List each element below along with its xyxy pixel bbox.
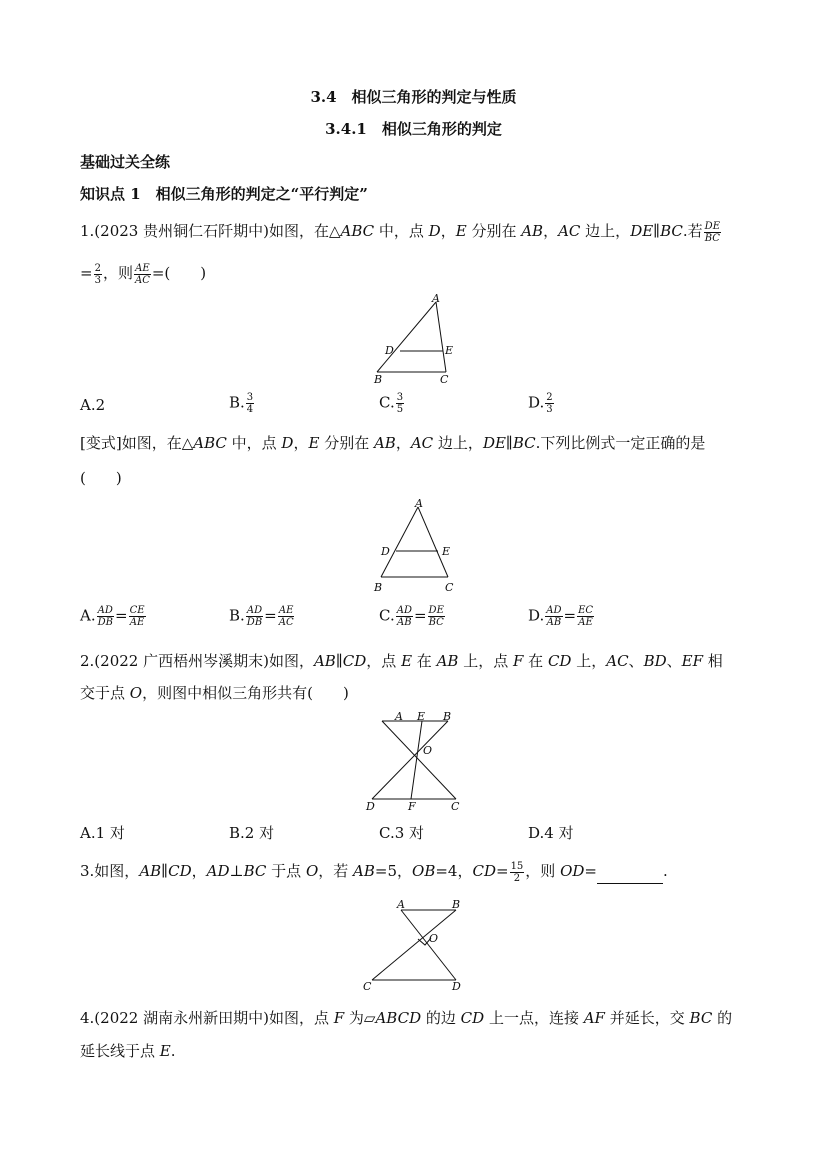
q3-var: AB [139,862,162,880]
q2-var: AC [606,652,629,670]
q3-text: 3.如图， [80,862,140,880]
q2-option-d[interactable]: D.4 对 [528,824,574,842]
q3-text: = [584,862,597,880]
segment-ab [377,302,436,372]
question-1-line-2 [80,262,206,286]
variant-text: 边上， [433,434,483,452]
variant-var: BC [512,434,536,452]
option-fraction [545,392,553,415]
q2-var: O [129,684,143,702]
q3-var: O [305,862,319,880]
q2-text: 上， [571,652,607,670]
q2-text: 上，点 [458,652,513,670]
option-fraction-left [97,605,114,628]
fraction-numerator: DE [428,605,444,616]
q2-var: BD [643,652,667,670]
fraction-denominator: AE [129,617,145,628]
segment-ac [418,507,451,577]
q2-var: AB [436,652,459,670]
fraction-denominator: 5 [396,404,404,415]
option-fraction-left [246,605,263,628]
variant-text: ∥ [505,434,513,452]
variant-line-1 [80,432,705,453]
label-e: E [442,545,451,558]
q2-text: 、 [628,652,644,670]
label-c: C [440,373,449,386]
variant-text: ， [395,434,411,452]
label-a: A [432,292,440,305]
label-c: C [445,581,454,594]
figure-hourglass [360,706,470,816]
q4-text: 4.(2022 湖南永州新田期中)如图，点 [80,1009,334,1027]
q1-var: AC [558,222,581,240]
q3-text: . [662,862,668,880]
q2-text: ∥ [335,652,343,670]
variant-option-a[interactable] [80,605,147,628]
page-subtitle: 3.4.1 相似三角形的判定 [325,120,502,138]
variant-text: ， [293,434,309,452]
q1-text: = [80,264,93,282]
fraction-numerator: 15 [510,860,524,872]
label-e: E [445,344,454,357]
q4-text: 上一点，连接 [484,1009,584,1027]
fraction-numerator: EC [578,605,594,616]
fraction-denominator: AB [397,617,412,628]
q1-var: BC [660,222,683,240]
fraction-numerator: AE [278,605,294,616]
fraction-denominator: 4 [246,404,254,415]
option-fraction-left [545,605,562,628]
q3-text: ，则 [525,862,561,880]
fraction-fifteen-halves [510,861,525,884]
q4-var: AF [583,1009,605,1027]
variant-var: AB [373,434,396,452]
q2-var: AB [313,652,336,670]
q1-option-d[interactable] [528,392,555,415]
label-d: D [366,800,375,813]
q1-var: AB [521,222,544,240]
fraction-denominator: AC [278,617,294,628]
question-4-line-2 [80,1040,176,1061]
q4-var: BC [689,1009,713,1027]
q1-text: 中，点 [374,222,429,240]
variant-text: 分别在 [319,434,374,452]
q1-var: ABC [340,222,375,240]
q1-var: DE [630,222,654,240]
q4-text: 延长线于点 [80,1042,160,1060]
variant-var: D [281,434,294,452]
q3-text: ，若 [318,862,354,880]
fraction-denominator: BC [704,232,720,244]
option-fraction-right [278,605,295,628]
q3-text: = [495,862,509,880]
q3-text: =4， [435,862,473,880]
option-label: C. [379,606,395,625]
q2-text: 在 [412,652,437,670]
variant-option-b[interactable] [229,605,296,628]
option-fraction [246,392,254,415]
q2-var: F [512,652,524,670]
variant-var: ABC [193,434,227,452]
label-e: E [417,710,426,723]
section-heading: 基础过关全练 [80,153,171,171]
q1-text: 边上， [580,222,631,240]
equals-sign: = [563,606,577,625]
fraction-denominator: 3 [94,274,101,286]
q1-text: 1.(2023 贵州铜仁石阡期中)如图，在△ [80,222,341,240]
q2-var: EF [681,652,703,670]
q2-option-c[interactable]: C.3 对 [379,824,425,842]
q2-text: 在 [523,652,548,670]
label-d: D [381,545,390,558]
figure-triangle-2 [362,493,472,595]
q1-text: ∥ [653,222,661,240]
fraction-denominator: AC [134,274,150,286]
option-fraction-right [577,605,594,628]
label-d: D [385,344,394,357]
q3-text: ∥ [161,862,169,880]
fraction-numerator: AE [135,262,150,274]
q2-text: 、 [666,652,682,670]
q1-var: D [428,222,441,240]
label-c: C [451,800,460,813]
fraction-numerator: AD [97,605,113,616]
q2-text: ，则图中相似三角形共有( ) [142,684,349,702]
label-a: A [397,898,405,911]
q1-option-a[interactable]: A.2 [80,396,106,414]
q4-text: 的 [712,1009,733,1027]
q3-var: OB [412,862,436,880]
option-fraction-left [396,605,413,628]
fraction-numerator: AD [246,605,263,616]
q4-var: CD [460,1009,485,1027]
q2-option-a[interactable]: A.1 对 [80,824,125,842]
fraction-denominator: AB [546,617,562,628]
label-a: A [395,710,403,723]
segment-ab [381,507,418,577]
variant-text: [变式]如图，在△ [80,434,194,452]
q1-text: 分别在 [466,222,522,240]
label-b: B [443,710,452,723]
fraction-numerator: 3 [396,392,404,403]
q1-var: E [455,222,467,240]
q2-option-b[interactable]: B.2 对 [229,824,275,842]
variant-var: AC [410,434,434,452]
segment-bd [372,721,448,799]
q3-text: ⊥ [229,862,244,880]
option-label: D. [528,606,545,625]
q4-text: 的边 [421,1009,461,1027]
q3-var: CD [168,862,192,880]
q2-text: 2.(2022 广西梧州岑溪期末)如图， [80,652,314,670]
q2-text: ，点 [366,652,402,670]
fraction-numerator: AD [546,605,562,616]
q1-text: ，则 [102,264,133,282]
label-c: C [363,980,372,992]
segment-bc [372,910,456,980]
fraction-numerator: DE [704,220,720,232]
label-o: O [423,744,433,757]
q3-text: 于点 [266,862,306,880]
q1-text: ， [543,222,559,240]
label-f: F [408,800,416,813]
label-d: D [452,980,461,992]
variant-line-2: ( ) [80,469,122,487]
q3-var: AD [206,862,230,880]
equals-sign: = [413,606,427,625]
fraction-numerator: 2 [546,392,553,403]
option-fraction-right [428,605,445,628]
label-b: B [452,898,461,911]
label-b: B [374,373,383,386]
fraction-numerator: 2 [94,262,101,274]
q3-var: OD [560,862,585,880]
segment-ac [382,721,456,799]
q3-var: CD [472,862,496,880]
question-2-line-1 [80,650,723,671]
q1-text: ， [440,222,456,240]
q2-var: CD [342,652,367,670]
q4-var: F [333,1009,345,1027]
q3-text: ， [191,862,207,880]
fraction-denominator: 2 [513,872,521,884]
variant-var: DE [482,434,506,452]
q4-text: 为▱ [344,1009,376,1027]
q1-option-c[interactable] [379,392,405,415]
label-b: B [374,581,383,594]
fraction-denominator: DB [246,617,263,628]
label-a: A [415,497,423,510]
variant-text: 中，点 [226,434,282,452]
variant-var: E [308,434,320,452]
q4-text: . [170,1042,176,1060]
segment-ef [411,721,422,799]
question-4-line-1 [80,1007,732,1028]
variant-option-c[interactable] [379,605,446,628]
option-label: D. [528,393,545,412]
fraction-denominator: AE [578,617,593,628]
variant-option-d[interactable] [528,605,595,628]
q4-var: E [159,1042,171,1060]
fraction-de-bc [704,221,721,244]
page-title: 3.4 相似三角形的判定与性质 [310,88,517,106]
q3-text: =5， [374,862,413,880]
variant-text: .下列比例式一定正确的是 [535,434,706,452]
knowledge-point-heading: 知识点 1 相似三角形的判定之“平行判定” [80,185,368,203]
option-label: A. [80,606,96,625]
option-label: B. [229,606,245,625]
segment-ac [436,302,446,372]
fraction-numerator: AD [396,605,412,616]
question-2-line-2 [80,682,349,703]
q2-text: 相 [703,652,723,670]
figure-perpendicular [360,892,470,992]
segment-ad [401,910,456,980]
option-label: B. [229,393,245,412]
fraction-ae-ac [134,263,151,286]
equals-sign: = [264,606,277,625]
q3-var: AB [353,862,375,880]
q1-text: .若 [682,222,703,240]
fraction-denominator: BC [428,617,444,628]
equals-sign: = [114,606,128,625]
q1-text: =( ) [151,264,207,282]
label-o: O [429,932,439,945]
option-fraction-right [129,605,146,628]
q4-var: ABCD [375,1009,422,1027]
q2-var: E [401,652,413,670]
option-fraction [396,392,404,415]
fraction-numerator: CE [129,605,145,616]
option-label: C. [379,393,395,412]
figure-triangle-1 [360,290,470,390]
q1-option-b[interactable] [229,392,255,415]
q4-text: 并延长，交 [604,1009,690,1027]
fraction-denominator: DB [97,617,113,628]
q2-text: 交于点 [80,684,130,702]
q3-var: BC [243,862,267,880]
question-3 [80,860,668,884]
question-1-line-1 [80,220,722,244]
fraction-two-thirds [94,263,102,286]
fraction-numerator: 3 [246,392,254,403]
q2-var: CD [547,652,572,670]
answer-blank[interactable] [597,869,663,884]
fraction-denominator: 3 [546,404,553,415]
